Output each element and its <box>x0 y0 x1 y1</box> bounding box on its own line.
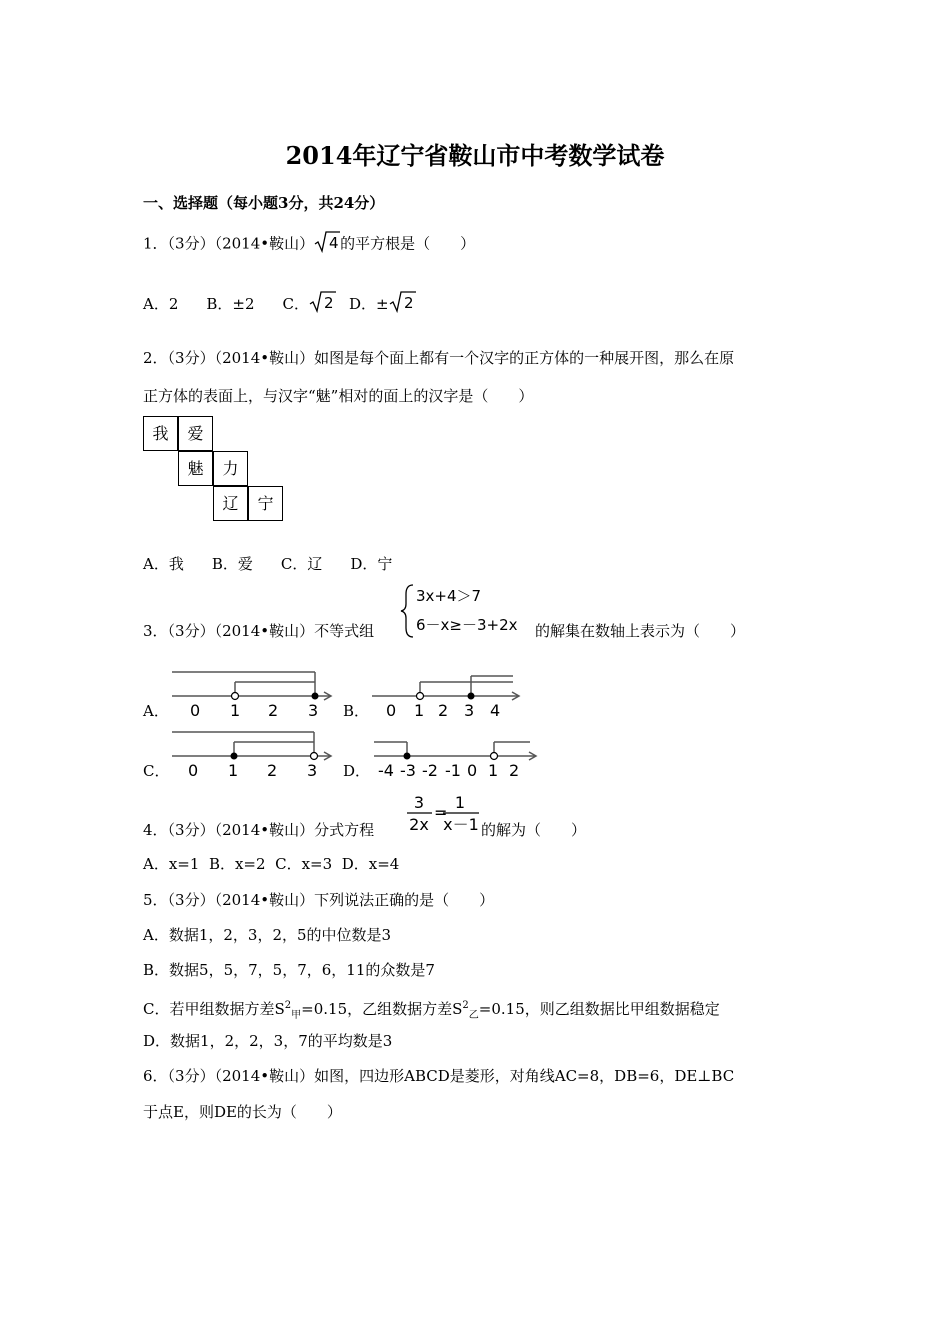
q6-line-2: 于点E，则DE的长为（ ） <box>143 1103 342 1121</box>
inequality-system <box>400 582 540 644</box>
fraction-denominator: 2x <box>409 815 429 834</box>
tick-label: 4 <box>490 701 501 720</box>
tick-label: 3 <box>308 701 319 720</box>
q5-stem: 5．（3分）（2014•鞍山）下列说法正确的是（ ） <box>143 891 495 909</box>
q4-option-d[interactable]: D．x=4 <box>341 855 400 873</box>
q1-c-radicand: 2 <box>324 294 334 312</box>
net-cell: 力 <box>213 451 248 486</box>
tick-label: -3 <box>400 761 416 780</box>
tick-label: 1 <box>228 761 239 780</box>
net-cell: 魅 <box>178 451 213 486</box>
q1-d-radicand: 2 <box>403 294 414 312</box>
q2-option-b[interactable]: B．爱 <box>211 555 253 573</box>
tick-label: 0 <box>386 701 397 720</box>
tick-label: -1 <box>445 761 461 780</box>
q2-line-1: 2．（3分）（2014•鞍山）如图是每个面上都有一个汉字的正方体的一种展开图，那么在原 <box>143 349 735 367</box>
q3-option-d-label[interactable]: D． <box>343 762 371 780</box>
q5-option-a[interactable]: A．数据1，2，3，2，5的中位数是3 <box>143 926 392 944</box>
page-title: 2014年辽宁省鞍山市中考数学试卷 <box>285 141 665 170</box>
fraction-numerator: 3 <box>413 793 425 812</box>
subscript: 甲 <box>291 1010 302 1021</box>
superscript: 2 <box>462 1000 469 1011</box>
question-1 <box>143 230 475 259</box>
tick-label: 2 <box>268 701 279 720</box>
tick-label: -2 <box>422 761 438 780</box>
equals-sign: = <box>434 803 448 822</box>
tick-label: 2 <box>438 701 449 720</box>
net-cell: 辽 <box>213 486 248 521</box>
fraction-equation <box>405 790 481 840</box>
sqrt-symbol <box>389 290 417 319</box>
q2-option-d[interactable]: D．宁 <box>350 555 393 573</box>
q2-line-2: 正方体的表面上，与汉字“魅”相对的面上的汉字是（ ） <box>143 387 534 405</box>
number-line-b[interactable] <box>368 664 528 720</box>
tick-label: 0 <box>190 701 201 720</box>
q1-radicand: 4 <box>329 234 339 252</box>
q4-option-a[interactable]: A．x=1 <box>143 855 200 873</box>
q1-options <box>143 290 417 319</box>
q3-option-b-label[interactable]: B． <box>343 702 370 720</box>
q4-option-b[interactable]: B．x=2 <box>208 855 266 873</box>
tick-label: 0 <box>188 761 199 780</box>
q4-options <box>143 854 399 874</box>
fraction-numerator: 1 <box>454 793 466 812</box>
q1-option-b[interactable]: B．±2 <box>206 294 255 313</box>
q1-option-d[interactable]: D．± 2 <box>349 295 417 313</box>
tick-label: 3 <box>464 701 475 720</box>
tick-label: 2 <box>509 761 520 780</box>
net-cell: 宁 <box>248 486 283 521</box>
q3-stem-b: 的解集在数轴上表示为（ ） <box>535 622 746 640</box>
tick-label: 1 <box>414 701 425 720</box>
tick-label: 0 <box>467 761 478 780</box>
q2-option-c[interactable]: C．辽 <box>280 555 323 573</box>
q5-option-c[interactable]: C．若甲组数据方差$S^2_甲=0.15$，乙组数据方差$S^2_乙=0.15$，则乙组数据比甲组数据稳定 <box>143 1000 720 1021</box>
tick-label: 3 <box>307 761 318 780</box>
tick-label: 1 <box>230 701 241 720</box>
section-heading: 一、选择题（每小题3分，共24分） <box>143 194 385 212</box>
sqrt-symbol <box>314 230 340 259</box>
q1-option-c[interactable]: C． 2 <box>283 295 337 313</box>
inequality-2: 6－x≥－3+2x <box>416 616 518 634</box>
net-cell: 爱 <box>178 416 213 451</box>
q5-option-d[interactable]: D．数据1，2，2，3，7的平均数是3 <box>143 1032 393 1050</box>
tick-label: 1 <box>488 761 499 780</box>
q3-option-c-label[interactable]: C． <box>143 762 170 780</box>
net-cell: 我 <box>143 416 178 451</box>
tick-label: -4 <box>378 761 394 780</box>
q3-stem-a: 3．（3分）（2014•鞍山）不等式组 <box>143 622 375 640</box>
number-line-a[interactable] <box>168 664 338 720</box>
superscript: 2 <box>284 1000 292 1011</box>
q4-option-c[interactable]: C．x=3 <box>275 855 333 873</box>
q3-option-a-label[interactable]: A． <box>143 702 169 720</box>
q1-stem-a: 1．（3分）（2014•鞍山） <box>143 234 315 253</box>
sqrt-symbol <box>309 290 337 319</box>
q1-option-a[interactable]: A．2 <box>143 294 179 313</box>
inequality-1: 3x+4＞7 <box>416 587 482 605</box>
number-line-c[interactable] <box>168 724 338 780</box>
q1-stem-b: 的平方根是（ ） <box>340 234 476 253</box>
q2-option-a[interactable]: A．我 <box>143 555 184 573</box>
subscript: 乙 <box>468 1010 479 1021</box>
q2-options <box>143 554 420 574</box>
q6-line-1: 6．（3分）（2014•鞍山）如图，四边形ABCD是菱形，对角线AC=8，DB=6，DE⊥BC <box>143 1067 735 1085</box>
q5-option-b[interactable]: B．数据5，5，7，5，7，6，11的众数是7 <box>143 961 435 979</box>
fraction-denominator: x－1 <box>443 815 479 834</box>
number-line-d[interactable] <box>370 724 545 780</box>
q4-stem-b: 的解为（ ） <box>481 821 587 839</box>
q4-stem-a: 4．（3分）（2014•鞍山）分式方程 <box>143 821 375 839</box>
tick-label: 2 <box>267 761 278 780</box>
